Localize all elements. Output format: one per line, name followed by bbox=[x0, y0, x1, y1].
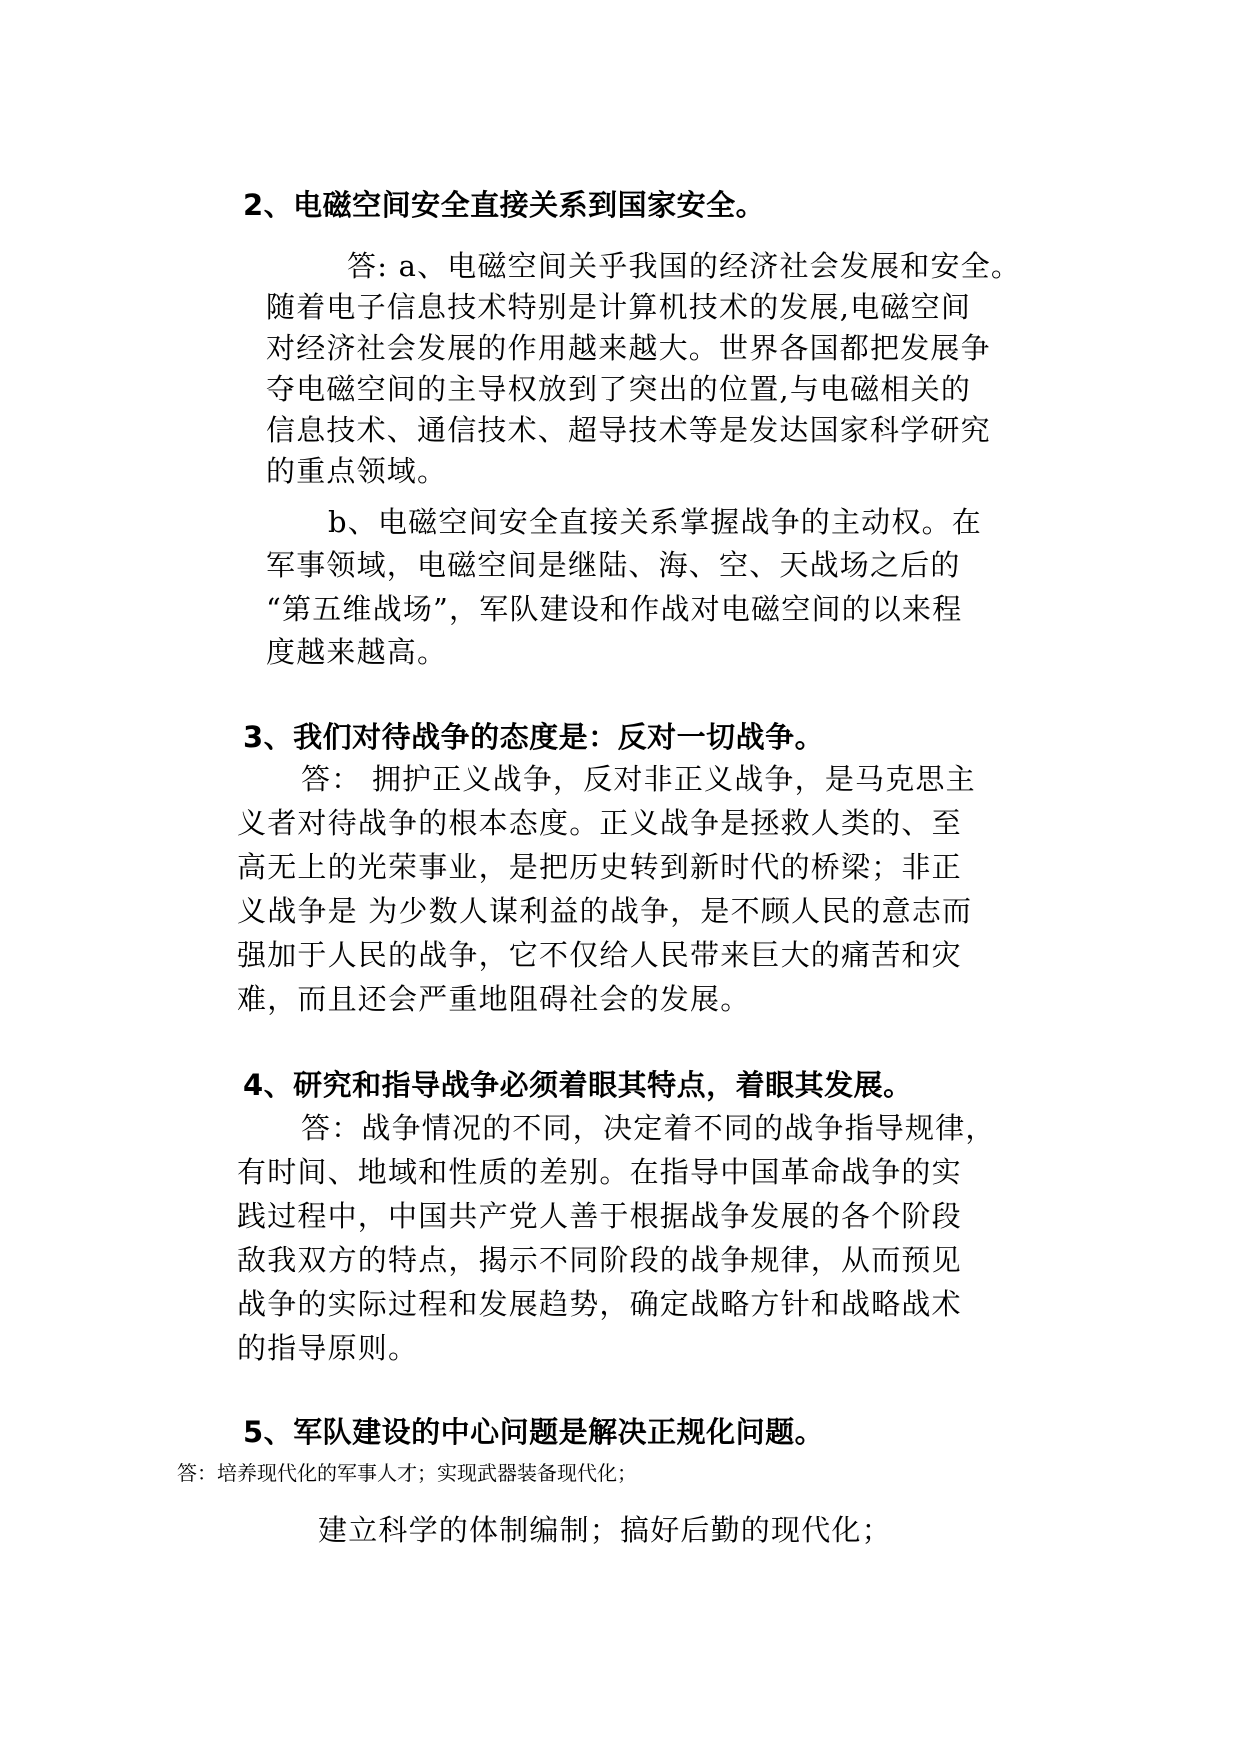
text-line: 建立科学的体制编制；搞好后勤的现代化； bbox=[318, 1513, 892, 1547]
text-line: 有时间、地域和性质的差别。在指导中国革命战争的实 bbox=[237, 1155, 962, 1189]
section-heading-2: 2、电磁空间安全直接关系到国家安全。 bbox=[243, 188, 766, 222]
section-heading-5: 5、军队建设的中心问题是解决正规化问题。 bbox=[243, 1415, 825, 1449]
text-line: 敌我双方的特点，揭示不同阶段的战争规律，从而预见 bbox=[237, 1243, 962, 1277]
text-line: 高无上的光荣事业，是把历史转到新时代的桥梁；非正 bbox=[237, 850, 962, 884]
text-line: 义战争是 为少数人谋利益的战争，是不顾人民的意志而 bbox=[237, 894, 973, 928]
text-line: 夺电磁空间的主导权放到了突出的位置,与电磁相关的 bbox=[266, 372, 972, 406]
text-line: 答: a、电磁空间关乎我国的经济社会发展和安全。 bbox=[347, 249, 1022, 283]
text-line: 答：战争情况的不同，决定着不同的战争指导规律， bbox=[301, 1111, 996, 1145]
section-heading-3: 3、我们对待战争的态度是：反对一切战争。 bbox=[243, 720, 825, 754]
text-line: “第五维战场”，军队建设和作战对电磁空间的以来程 bbox=[266, 592, 963, 626]
text-line: 践过程中，中国共产党人善于根据战争发展的各个阶段 bbox=[237, 1199, 962, 1233]
text-line: 战争的实际过程和发展趋势，确定战略方针和战略战术 bbox=[237, 1287, 962, 1321]
text-line: b、电磁空间安全直接关系掌握战争的主动权。在 bbox=[328, 505, 982, 539]
text-line: 义者对待战争的根本态度。正义战争是拯救人类的、至 bbox=[237, 806, 962, 840]
text-line: 难，而且还会严重地阻碍社会的发展。 bbox=[237, 982, 751, 1016]
text-line: 答： 拥护正义战争，反对非正义战争，是马克思主 bbox=[301, 762, 976, 796]
text-line: 随着电子信息技术特别是计算机技术的发展,电磁空间 bbox=[266, 290, 972, 324]
text-line: 强加于人民的战争，它不仅给人民带来巨大的痛苦和灾 bbox=[237, 938, 962, 972]
text-line: 答：培养现代化的军事人才；实现武器装备现代化； bbox=[177, 1461, 637, 1485]
section-heading-4: 4、研究和指导战争必须着眼其特点，着眼其发展。 bbox=[243, 1068, 913, 1102]
text-line: 的重点领域。 bbox=[266, 454, 448, 488]
text-line: 军事领域，电磁空间是继陆、海、空、天战场之后的 bbox=[266, 548, 961, 582]
text-line: 信息技术、通信技术、超导技术等是发达国家科学研究 bbox=[266, 413, 991, 447]
text-line: 的指导原则。 bbox=[237, 1331, 419, 1365]
text-line: 对经济社会发展的作用越来越大。世界各国都把发展争 bbox=[266, 331, 991, 365]
text-line: 度越来越高。 bbox=[266, 635, 448, 669]
